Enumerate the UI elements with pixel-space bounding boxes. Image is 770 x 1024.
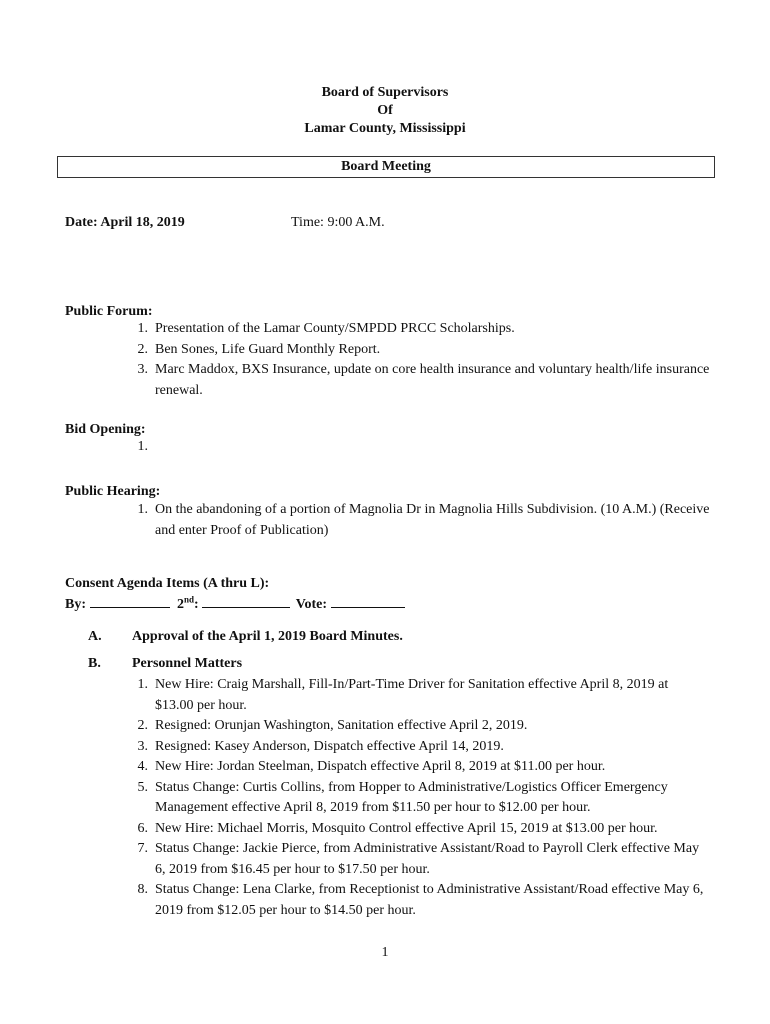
- list-item: 4. New Hire: Jordan Steelman, Dispatch effective April 8, 2019 at $11.00 per hour.: [137, 759, 606, 774]
- consent-agenda-heading: Consent Agenda Items (A thru L):: [65, 576, 270, 591]
- vote-blank: [331, 593, 405, 608]
- consent-vote-line: [65, 593, 405, 614]
- bid-opening-heading: Bid Opening:: [65, 422, 146, 437]
- list-item: 1. Presentation of the Lamar County/SMPDD PRCC Scholarships.: [137, 321, 515, 336]
- list-item: 1. New Hire: Craig Marshall, Fill-In/Part-Time Driver for Sanitation effective April 8, 2019 at $13.00 per hour.: [137, 677, 669, 713]
- meeting-date: Date: April 18, 2019: [65, 215, 185, 230]
- meeting-time: Time: 9:00 A.M.: [291, 215, 385, 230]
- by-blank: [90, 593, 170, 608]
- list-item: 3. Marc Maddox, BXS Insurance, update on core health insurance and voluntary health/life insurance renewal.: [137, 362, 710, 398]
- list-item: 3. Resigned: Kasey Anderson, Dispatch effective April 14, 2019.: [137, 738, 504, 754]
- second-blank: [202, 593, 290, 608]
- list-item: 6. New Hire: Michael Morris, Mosquito Control effective April 15, 2019 at $13.00 per hour.: [137, 820, 658, 836]
- list-item: 5. Status Change: Curtis Collins, from Hopper to Administrative/Logistics Officer Emergency Management effective April 8, 2019 from $11.50 per hour to $12.00 per hour.: [137, 779, 668, 815]
- public-forum-heading: Public Forum:: [65, 304, 153, 319]
- board-of: Of: [377, 103, 393, 118]
- list-item: 8. Status Change: Lena Clarke, from Receptionist to Administrative Assistant/Road effective May 6, 2019 from $12.05 per hour to $14.50 per hour.: [137, 882, 704, 918]
- section-a-letter: A.: [88, 629, 102, 644]
- section-b-letter: B.: [88, 656, 101, 671]
- board-meeting-box: Board Meeting: [57, 156, 715, 178]
- public-hearing-list: [130, 500, 710, 541]
- public-hearing-heading: Public Hearing:: [65, 484, 161, 499]
- by-label: By:: [65, 597, 86, 612]
- county-title: Lamar County, Mississippi: [304, 121, 466, 136]
- list-item: 7. Status Change: Jackie Pierce, from Administrative Assistant/Road to Payroll Clerk effective May 6, 2019 from $16.45 per hour to $17.50 per hour.: [137, 841, 700, 877]
- section-b-title: Personnel Matters: [132, 656, 243, 671]
- list-item: 1. On the abandoning of a portion of Magnolia Dr in Magnolia Hills Subdivision. (10 A.M.) (Receive and enter Proof of Publication): [137, 502, 710, 538]
- list-item: 2. Ben Sones, Life Guard Monthly Report.: [137, 341, 381, 357]
- public-forum-list: [130, 319, 710, 401]
- page-number: 1: [381, 945, 389, 960]
- personnel-matters-list: [130, 675, 710, 921]
- list-item: 2. Resigned: Orunjan Washington, Sanitation effective April 2, 2019.: [137, 718, 528, 733]
- second-label: 2nd:: [177, 594, 199, 612]
- vote-label: Vote:: [295, 597, 328, 612]
- section-a-title: Approval of the April 1, 2019 Board Minutes.: [132, 629, 403, 644]
- board-title: Board of Supervisors: [321, 85, 449, 100]
